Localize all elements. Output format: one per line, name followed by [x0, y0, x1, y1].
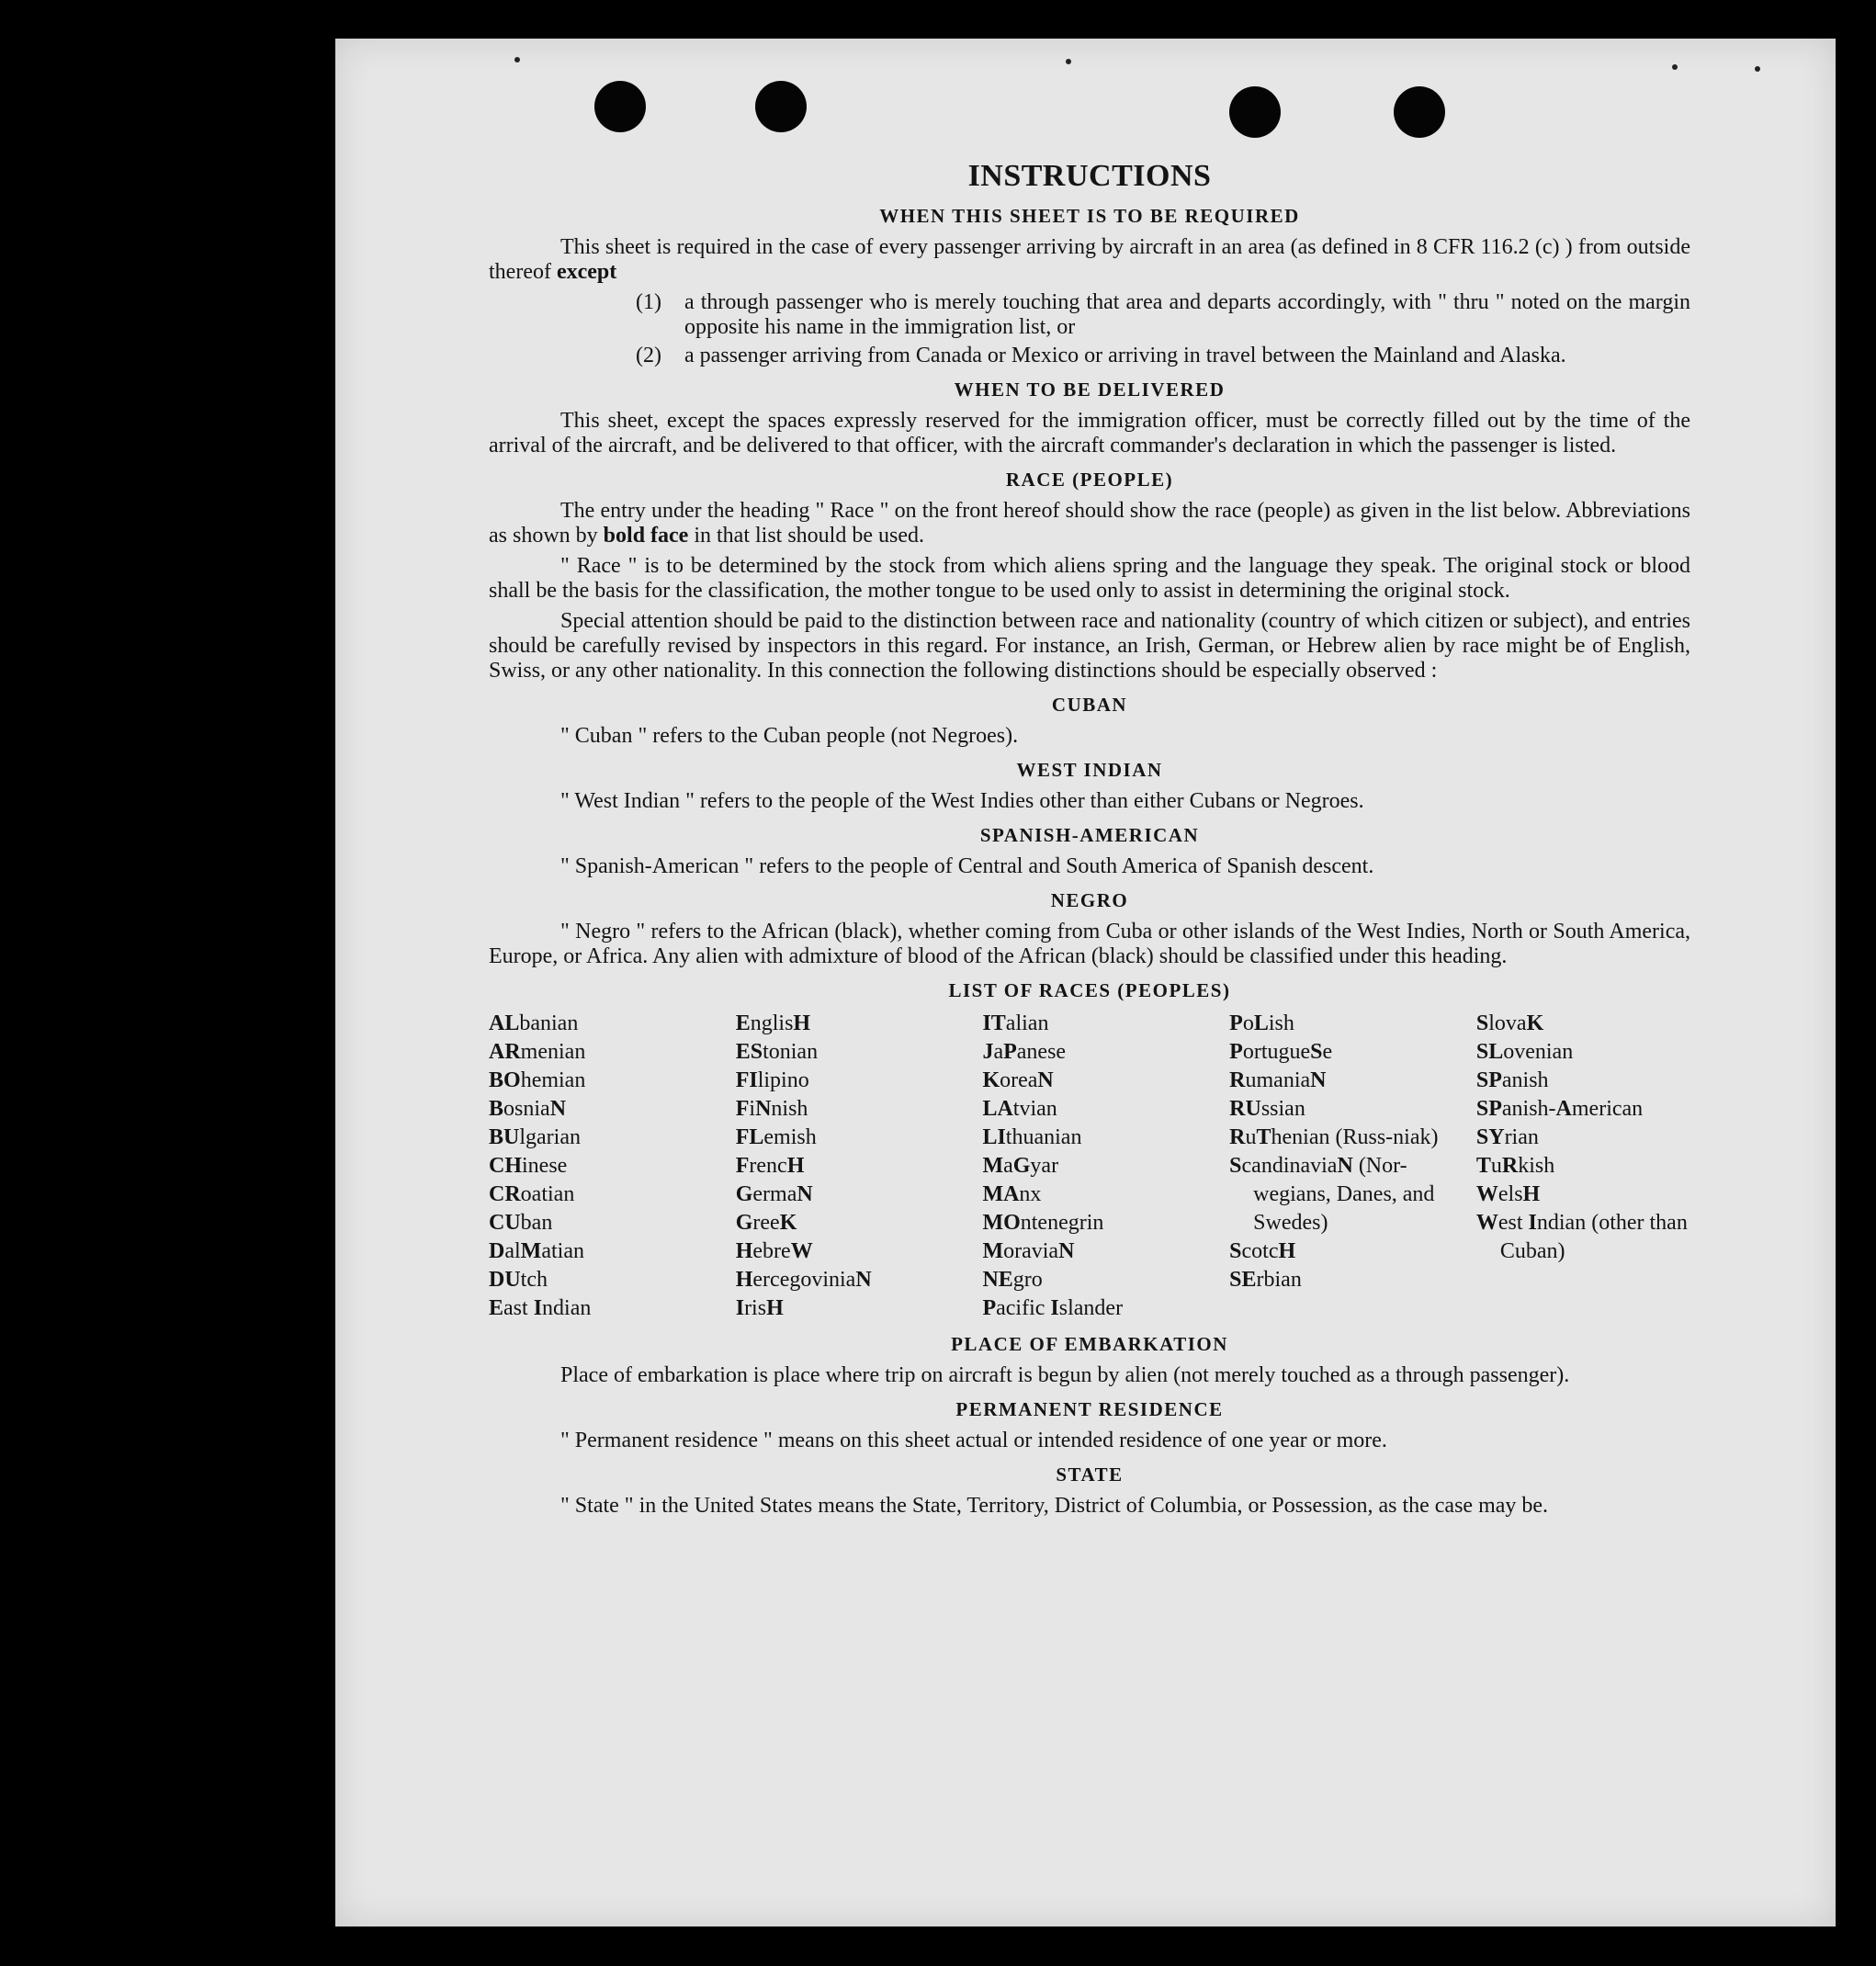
race-entry: FLemish	[735, 1125, 817, 1149]
race-entry: ALbanian	[489, 1011, 579, 1035]
when-delivered-text: This sheet, except the spaces expressly reserved for the immigration officer, must be correctly filled out by the time of the arrival of the aircraft, and be delivered to that officer, with the aircraft commander's declaration in which the passenger is listed.	[489, 409, 1690, 458]
race-entry: LIthuanian	[982, 1125, 1082, 1149]
race-entry: WelsH	[1475, 1182, 1541, 1206]
embarkation-text: Place of embarkation is place where trip on aircraft is begun by alien (not merely touched as a through passenger).	[560, 1363, 1570, 1387]
race-entry: IrisH	[735, 1296, 784, 1320]
race-entry: TuRkish	[1475, 1154, 1555, 1178]
state-heading: STATE	[1056, 1463, 1124, 1486]
race-entry: MoraviaN	[982, 1239, 1075, 1263]
race-entry: SPanish-American	[1475, 1097, 1644, 1121]
race-entry: LAtvian	[982, 1097, 1057, 1121]
race-entry: FrencH	[735, 1154, 805, 1178]
race-entry: SLovenian	[1475, 1040, 1574, 1064]
race-entry: GermaN	[735, 1182, 813, 1206]
west-indian-text: " West Indian " refers to the people of the West Indies other than either Cubans or Negroes.	[560, 789, 1364, 813]
race-entry: East Indian	[489, 1296, 592, 1320]
race-entry: BUlgarian	[489, 1125, 581, 1149]
permanent-residence-text: " Permanent residence " means on this sheet actual or intended residence of one year or more.	[560, 1429, 1387, 1452]
race-entry: CRoatian	[489, 1182, 575, 1206]
race-paragraph-3: Special attention should be paid to the distinction between race and nationality (country of which citizen or subject), and entries should be carefully revised by inspectors in this regard. For instance, an Irish, German, or Hebrew alien by race might be of English, Swiss, or any other nationality. In this connection the following distinctions should be especially observed :	[489, 609, 1690, 683]
spanish-american-text: " Spanish-American " refers to the people of Central and South America of Spanish descent.	[560, 854, 1374, 878]
race-entry: ScotcH	[1229, 1239, 1296, 1263]
speck	[1755, 66, 1760, 72]
race-entry: SYrian	[1475, 1125, 1539, 1149]
west-indian-heading: WEST INDIAN	[1016, 759, 1163, 781]
document-page	[335, 39, 1836, 1926]
race-entry: BosniaN	[489, 1097, 567, 1121]
race-entry: Pacific Islander	[982, 1296, 1124, 1320]
race-entry: SPanish	[1475, 1068, 1549, 1092]
race-entry: DalMatian	[489, 1239, 584, 1263]
race-entry: BOhemian	[489, 1068, 586, 1092]
punch-hole	[1394, 86, 1445, 138]
speck	[1672, 64, 1678, 70]
race-entry: RumaniaN	[1229, 1068, 1327, 1092]
race-heading: RACE (PEOPLE)	[1005, 469, 1174, 491]
race-column	[1229, 1010, 1476, 1323]
race-column	[489, 1010, 736, 1323]
speck	[1066, 59, 1071, 64]
race-entry: EStonian	[735, 1040, 819, 1064]
race-paragraph-2: " Race " is to be determined by the stock from which aliens spring and the language they speak. The original stock or blood shall be the basis for the classification, the mother tongue to be used only to assist in determining the original stock.	[489, 554, 1690, 603]
race-entry: FiNnish	[735, 1097, 808, 1121]
race-entry: SErbian	[1229, 1268, 1302, 1292]
race-entry: SlovaK	[1475, 1011, 1544, 1035]
race-entry: PortugueSe	[1229, 1040, 1333, 1064]
race-column	[1476, 1010, 1690, 1323]
embarkation-heading: PLACE OF EMBARKATION	[951, 1333, 1228, 1355]
race-entry: West Indian (other than Cuban)	[1475, 1211, 1688, 1263]
punch-hole	[755, 81, 807, 132]
exception-item: (2) a passenger arriving from Canada or Mexico or arriving in travel between the Mainland and Alaska.	[636, 344, 1566, 367]
when-required-text: This sheet is required in the case of every passenger arriving by aircraft in an area (as defined in 8 CFR 116.2 (c) ) from outside thereof except	[489, 235, 1690, 284]
race-entry: ITalian	[982, 1011, 1049, 1035]
race-entry: RuThenian (Russ-niak)	[1229, 1125, 1439, 1149]
race-entry: DUtch	[489, 1268, 548, 1292]
race-entry: MaGyar	[982, 1154, 1059, 1178]
punch-hole	[594, 81, 646, 132]
spanish-american-heading: SPANISH-AMERICAN	[979, 824, 1200, 846]
race-entry: CHinese	[489, 1154, 568, 1178]
exception-item: (1) a through passenger who is merely touching that area and departs accordingly, with " thru " noted on the margin opposite his name in the immigration list, or	[636, 290, 1690, 339]
race-entry: EnglisH	[735, 1011, 811, 1035]
race-paragraph-1: The entry under the heading " Race " on the front hereof should show the race (people) as given in the list below. Abbreviations as shown by bold face in that list should be used.	[489, 499, 1690, 548]
negro-text: " Negro " refers to the African (black), whether coming from Cuba or other islands of the West Indies, North or South America, Europe, or Africa. Any alien with admixture of blood of the African (black) should be classified under this heading.	[489, 920, 1690, 968]
race-entry: HebreW	[735, 1239, 813, 1263]
race-entry: ScandinaviaN (Nor-wegians, Danes, and Swedes)	[1229, 1154, 1435, 1235]
punch-hole	[1229, 86, 1281, 138]
race-entry: NEgro	[982, 1268, 1043, 1292]
race-entry: HercegoviniaN	[735, 1268, 872, 1292]
speck	[514, 57, 520, 62]
race-entry: FIlipino	[735, 1068, 809, 1092]
cuban-heading: CUBAN	[1051, 694, 1128, 716]
race-entry: KoreaN	[982, 1068, 1054, 1092]
race-entry: GreeK	[735, 1211, 797, 1235]
race-list	[489, 1010, 1690, 1323]
when-required-heading: WHEN THIS SHEET IS TO BE REQUIRED	[879, 205, 1300, 227]
list-of-races-heading: LIST OF RACES (PEOPLES)	[948, 979, 1231, 1001]
state-text: " State " in the United States means the State, Territory, District of Columbia, or Possession, as the case may be.	[560, 1494, 1549, 1518]
race-entry: ARmenian	[489, 1040, 586, 1064]
race-column	[982, 1010, 1229, 1323]
race-entry: MAnx	[982, 1182, 1042, 1206]
negro-heading: NEGRO	[1050, 889, 1129, 911]
cuban-text: " Cuban " refers to the Cuban people (not Negroes).	[560, 724, 1019, 748]
race-entry: CUban	[489, 1211, 553, 1235]
when-delivered-heading: WHEN TO BE DELIVERED	[954, 379, 1226, 401]
page-title: INSTRUCTIONS	[967, 159, 1212, 193]
race-entry: PoLish	[1229, 1011, 1294, 1035]
instructions-content	[489, 158, 1690, 1524]
race-column	[736, 1010, 983, 1323]
race-entry: MOntenegrin	[982, 1211, 1104, 1235]
permanent-residence-heading: PERMANENT RESIDENCE	[955, 1398, 1224, 1420]
race-entry: RUssian	[1229, 1097, 1305, 1121]
race-entry: JaPanese	[982, 1040, 1067, 1064]
